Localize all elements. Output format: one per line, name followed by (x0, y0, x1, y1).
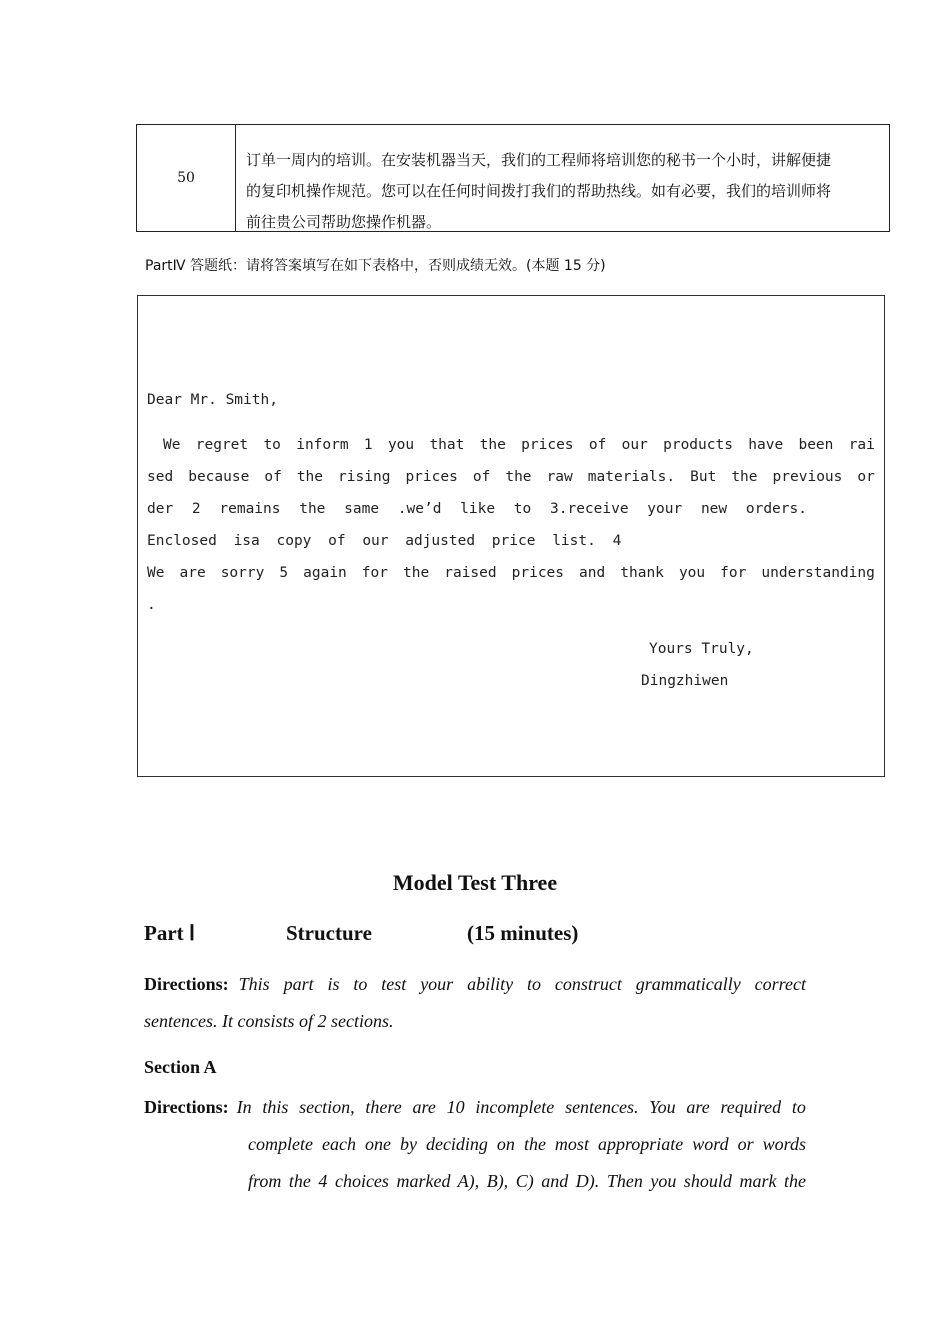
part-label: Part Ⅰ (144, 921, 196, 945)
letter-closing: Yours Truly, (649, 641, 754, 657)
translation-line: 前往贵公司帮助您操作机器。 (246, 213, 442, 231)
part4-heading: PartⅣ 答题纸：请将答案填写在如下表格中，否则成绩无效。(本题 15 分) (145, 258, 606, 274)
part-time: (15 minutes) (467, 921, 579, 945)
letter-answer-box (137, 295, 885, 777)
section-directions-text: complete each one by deciding on the most appropriate word or words (248, 1134, 806, 1154)
letter-line: sed because of the rising prices of the raw materials. But the previous or (147, 469, 875, 485)
translation-line: 的复印机操作规范。您可以在任何时间拨打我们的帮助热线。如有必要，我们的培训师将 (246, 182, 832, 200)
directions-paragraph (144, 966, 806, 1040)
letter-signature: Dingzhiwen (641, 673, 729, 689)
directions-text: sentences. It consists of 2 sections. (144, 1011, 394, 1031)
letter-salutation: Dear Mr. Smith, (147, 392, 278, 408)
section-directions (144, 1089, 806, 1126)
directions-label: Directions: (144, 974, 229, 994)
letter-line: Enclosed isa copy of our adjusted price list. 4 (147, 533, 622, 549)
section-directions-text: from the 4 choices marked A), B), C) and D). Then you should mark the (248, 1171, 806, 1191)
answer-table (136, 124, 890, 232)
letter-line: . (147, 597, 156, 613)
translation-line: 订单一周内的培训。在安装机器当天，我们的工程师将培训您的秘书一个小时，讲解便捷 (246, 151, 832, 169)
section-directions-label: Directions: (144, 1097, 229, 1117)
question-number: 50 (137, 125, 236, 231)
letter-line: We regret to inform 1 you that the prices of our products have been rai (163, 437, 875, 453)
letter-line: We are sorry 5 again for the raised prices and thank you for understanding (147, 565, 875, 581)
section-directions-continued (248, 1126, 806, 1200)
section-directions-text: In this section, there are 10 incomplete sentences. You are required to (236, 1097, 806, 1117)
model-test-title: Model Test Three (392, 870, 558, 895)
section-a-heading: Section A (144, 1057, 217, 1077)
letter-line: der 2 remains the same .we’d like to 3.receive your new orders. (147, 501, 807, 517)
translation-text (236, 125, 889, 231)
part-name: Structure (286, 921, 372, 945)
directions-text: This part is to test your ability to construct grammatically correct (238, 974, 806, 994)
